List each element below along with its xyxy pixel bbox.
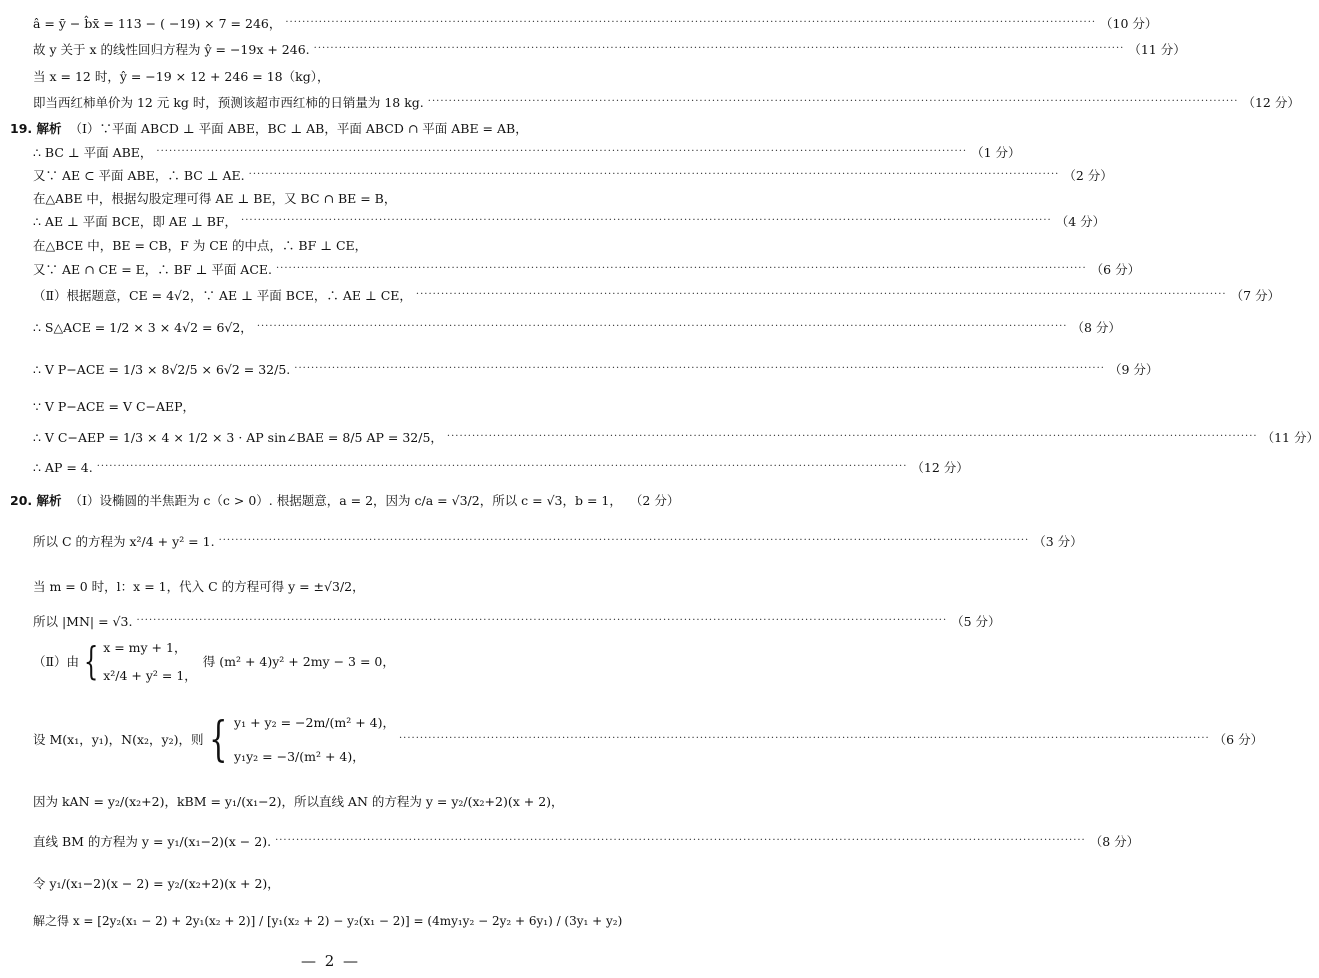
score-label: （2 分）	[629, 493, 680, 508]
score-label: （4 分）	[1055, 214, 1106, 229]
dot-leader	[276, 264, 1087, 274]
score-label: （1 分）	[971, 145, 1021, 160]
equation-2: x²/4 + y² = 1，	[103, 668, 197, 683]
page-number: — 2 —	[300, 952, 361, 970]
score-label: （12 分）	[1242, 95, 1300, 110]
line-text: ∴ AE ⊥ 平面 BCE，即 AE ⊥ BF，	[33, 214, 238, 229]
score-label: （6 分）	[1213, 732, 1264, 747]
line-text: 在△BCE 中，BE = CB，F 为 CE 的中点，∴ BF ⊥ CE，	[33, 238, 368, 253]
dot-leader	[275, 836, 1086, 846]
solution-line	[33, 428, 1319, 446]
line-text: 又∵ AE ⊂ 平面 ABE，∴ BC ⊥ AE.	[33, 168, 245, 183]
system-prefix: 设 M(x₁，y₁)，N(x₂，y₂)，则	[33, 732, 204, 747]
line-text: 因为 kAN = y₂/(x₂+2)，kBM = y₁/(x₁−2)，所以直线 AN 的方程为 y = y₂/(x₂+2)(x + 2)，	[33, 794, 564, 809]
brace-symbol: {	[83, 639, 99, 683]
dot-leader	[314, 44, 1125, 54]
line-text: 令 y₁/(x₁−2)(x − 2) = y₂/(x₂+2)(x + 2)，	[33, 876, 280, 891]
line-text: 所以 |MN| = √3.	[33, 614, 133, 629]
score-label: （8 分）	[1071, 320, 1121, 335]
line-text: （Ⅰ）设椭圆的半焦距为 c（c > 0）. 根据题意，a = 2，因为 c/a = √3/2，所以 c = √3，b = 1，	[69, 493, 622, 508]
dot-leader	[447, 432, 1258, 442]
solution-line	[33, 832, 1140, 850]
question-20-header	[10, 491, 680, 509]
line-text: 当 x = 12 时，ŷ = −19 × 12 + 246 = 18（kg），	[33, 69, 330, 84]
solution-line	[33, 532, 1083, 550]
score-label: （12 分）	[911, 460, 969, 475]
line-text: 当 m = 0 时，l：x = 1，代入 C 的方程可得 y = ±√3/2，	[33, 579, 365, 594]
line-text: ∵ V P−ACE = V C−AEP，	[33, 399, 196, 414]
solution-line	[33, 236, 643, 254]
line-text: 解之得 x = [2y₂(x₁ − 2) + 2y₁(x₂ + 2)] / [y₁(x₂ + 2) − y₂(x₁ − 2)] = (4my₁y₂ − 2y₂ + 6y₁) / (3y₁ + y₂)	[33, 914, 623, 928]
line-text: ∴ BC ⊥ 平面 ABE，	[33, 145, 153, 160]
solution-line	[33, 166, 1113, 184]
line-text: â = ȳ − b̂x̄ = 113 − ( −19) × 7 = 246，	[33, 16, 282, 31]
line-text: 即当西红柿单价为 12 元 kg 时，预测该超市西红柿的日销量为 18 kg.	[33, 95, 424, 110]
dot-leader	[97, 462, 908, 472]
system-prefix: （Ⅱ）由	[33, 654, 79, 669]
solution-line	[33, 93, 1300, 111]
line-text: （Ⅰ）∵平面 ABCD ⊥ 平面 ABE，BC ⊥ AB，平面 ABCD ∩ 平面 ABE = AB，	[69, 121, 528, 136]
line-text: 直线 BM 的方程为 y = y₁/(x₁−2)(x − 2).	[33, 834, 272, 849]
solution-line	[33, 360, 1159, 378]
question-19-header	[10, 119, 643, 137]
system-result: 得 (m² + 4)y² + 2my − 3 = 0，	[202, 654, 395, 669]
line-text: （Ⅱ）根据题意，CE = 4√2，∵ AE ⊥ 平面 BCE，∴ AE ⊥ CE，	[33, 288, 412, 303]
score-label: （11 分）	[1128, 42, 1186, 57]
solution-line	[33, 40, 1186, 58]
solution-line	[33, 286, 1281, 304]
dot-leader	[257, 322, 1068, 332]
solution-line	[33, 212, 1106, 230]
solution-line	[33, 792, 643, 810]
score-label: （9 分）	[1108, 362, 1159, 377]
line-text: 所以 C 的方程为 x²/4 + y² = 1.	[33, 534, 215, 549]
dot-leader	[219, 536, 1030, 546]
equation-system-line	[33, 636, 643, 686]
solution-line	[33, 67, 643, 85]
solution-line	[33, 143, 1021, 161]
solution-line	[33, 874, 643, 892]
solution-line	[33, 612, 1001, 630]
equation-2: y₁y₂ = −3/(m² + 4)，	[234, 749, 365, 764]
dot-leader	[249, 170, 1060, 180]
equation-system	[234, 713, 395, 765]
equation-1: x = my + 1，	[103, 640, 187, 655]
dot-leader	[294, 364, 1105, 374]
score-label: （2 分）	[1063, 168, 1113, 183]
line-text: 又∵ AE ∩ CE = E，∴ BF ⊥ 平面 ACE.	[33, 262, 272, 277]
score-label: （5 分）	[951, 614, 1001, 629]
brace-symbol: {	[209, 711, 228, 767]
equation-system	[103, 638, 197, 684]
score-label: （3 分）	[1033, 534, 1083, 549]
dot-leader	[241, 216, 1052, 226]
solution-line	[33, 260, 1141, 278]
dot-leader	[285, 18, 1096, 28]
dot-leader	[136, 616, 947, 626]
line-text: 故 y 关于 x 的线性回归方程为 ŷ = −19x + 246.	[33, 42, 310, 57]
score-label: （7 分）	[1230, 288, 1281, 303]
score-label: （8 分）	[1089, 834, 1140, 849]
solution-line	[33, 318, 1121, 336]
solution-line	[33, 912, 643, 929]
line-text: ∴ AP = 4.	[33, 459, 93, 475]
equation-1: y₁ + y₂ = −2m/(m² + 4)，	[234, 715, 395, 730]
line-text: ∴ S△ACE = 1/2 × 3 × 4√2 = 6√2，	[33, 320, 253, 335]
solution-line	[33, 397, 643, 415]
equation-system-line	[33, 708, 1264, 770]
dot-leader	[156, 147, 967, 157]
dot-leader	[416, 290, 1227, 300]
solution-line	[33, 458, 969, 476]
question-number: 19. 解析	[10, 121, 62, 136]
solution-line	[33, 577, 643, 595]
score-label: （10 分）	[1100, 16, 1158, 31]
solution-line	[33, 14, 1158, 32]
solution-line	[33, 189, 643, 207]
question-number: 20. 解析	[10, 493, 62, 508]
score-label: （11 分）	[1261, 430, 1319, 445]
score-label: （6 分）	[1090, 262, 1141, 277]
line-text: ∴ V P−ACE = 1/3 × 8√2/5 × 6√2 = 32/5.	[33, 361, 291, 377]
line-text: ∴ V C−AEP = 1/3 × 4 × 1/2 × 3 · AP sin∠BAE = 8/5 AP = 32/5，	[33, 430, 443, 445]
dot-leader	[399, 734, 1210, 744]
line-text: 在△ABE 中，根据勾股定理可得 AE ⊥ BE，又 BC ∩ BE = B，	[33, 191, 397, 206]
dot-leader	[428, 97, 1239, 107]
